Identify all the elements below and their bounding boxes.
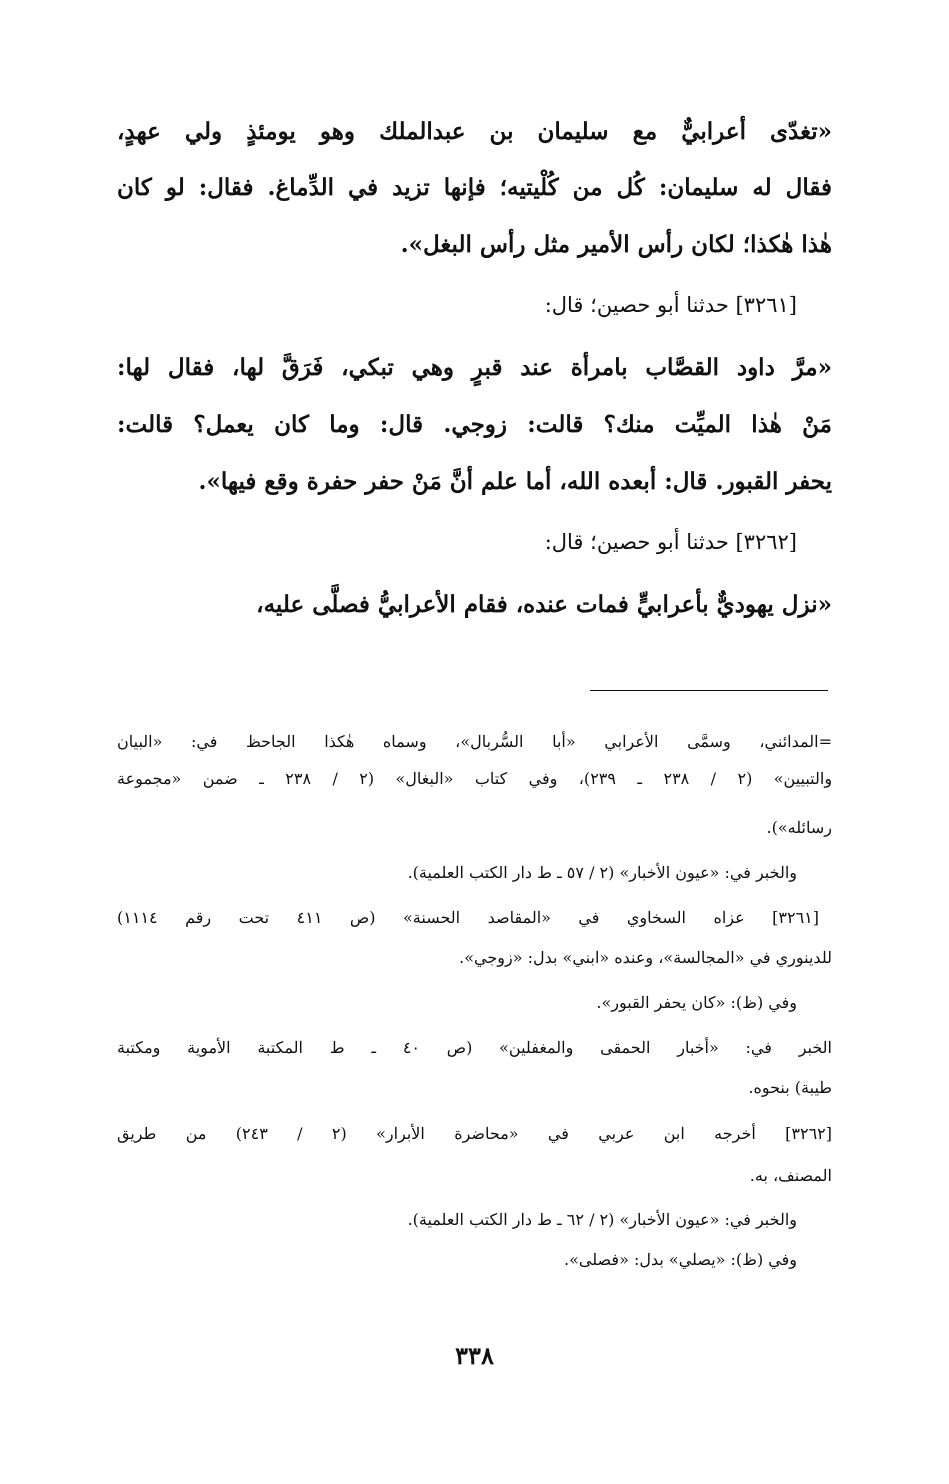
main-para3-line1: «نزل يهوديٌّ بأعرابيٍّ فمات عنده، فقام الأعرابيُّ فصلَّى عليه، <box>256 591 832 618</box>
footnote-line: الخبر في: «أخبار الحمقى والمغفلين» (ص ٤٠ ـ ط المكتبة الأموية ومكتبة <box>117 1038 833 1057</box>
footnote-line: وفي (ظ): «يصلي» بدل: «فصلى». <box>564 1250 797 1269</box>
footnote-line: [٣٢٦٢] أخرجه ابن عربي في «محاضرة الأبرار» (٢ / ٢٤٣) من طريق <box>117 1124 832 1143</box>
main-para2-line3: يحفر القبور. قال: أبعده الله، أما علم أنَّ مَنْ حفر حفرة وقع فيها». <box>198 468 832 495</box>
footnote-line: للدينوري في «المجالسة»، وعنده «ابني» بدل: «زوجي». <box>459 948 832 967</box>
footnote-line: والتبيين» (٢ / ٢٣٨ ـ ٢٣٩)، وفي كتاب «البغال» (٢ / ٢٣٨ ـ ضمن «مجموعة <box>117 769 833 788</box>
footnote-line: والخبر في: «عيون الأخبار» (٢ / ٥٧ ـ ط دار الكتب العلمية). <box>407 863 797 882</box>
main-para1-line1: «تغدّى أعرابيٌّ مع سليمان بن عبدالملك وهو يومئذٍ ولي عهدٍ، <box>117 118 832 145</box>
main-para2-line1: «مرَّ داود القصَّاب بامرأة عند قبرٍ وهي تبكي، فَرَقَّ لها، فقال لها: <box>117 354 832 381</box>
narration-heading-3261: [٣٢٦١] حدثنا أبو حصين؛ قال: <box>544 293 797 317</box>
footnote-line: =المدائني، وسمَّى الأعرابي «أبا السُّربال»، وسماه هٰكذا الجاحظ في: «البيان <box>117 732 832 751</box>
main-para2-line2: مَنْ هٰذا الميِّت منك؟ قالت: زوجي. قال: وما كان يعمل؟ قالت: <box>117 411 832 438</box>
footnote-line: والخبر في: «عيون الأخبار» (٢ / ٦٢ ـ ط دار الكتب العلمية). <box>407 1210 797 1229</box>
footnote-line: المصنف، به. <box>749 1166 832 1185</box>
footnote-line: [٣٢٦١] عزاه السخاوي في «المقاصد الحسنة» (ص ٤١١ تحت رقم ١١١٤) <box>117 908 820 927</box>
narration-heading-3262: [٣٢٦٢] حدثنا أبو حصين؛ قال: <box>544 530 797 554</box>
main-para1-line2: فقال له سليمان: كُل من كُلْيتيه؛ فإنها تزيد في الدِّماغ. فقال: لو كان <box>117 174 832 201</box>
main-para1-line3: هٰذا هٰكذا؛ لكان رأس الأمير مثل رأس البغل». <box>400 231 832 258</box>
footnote-line: وفي (ظ): «كان يحفر القبور». <box>596 993 797 1012</box>
footnote-line: طيبة) بنحوه. <box>748 1078 832 1097</box>
footnote-line: رسائله»). <box>766 818 832 837</box>
page-number: ٣٣٨ <box>455 1341 494 1370</box>
footnote-separator <box>590 690 828 691</box>
